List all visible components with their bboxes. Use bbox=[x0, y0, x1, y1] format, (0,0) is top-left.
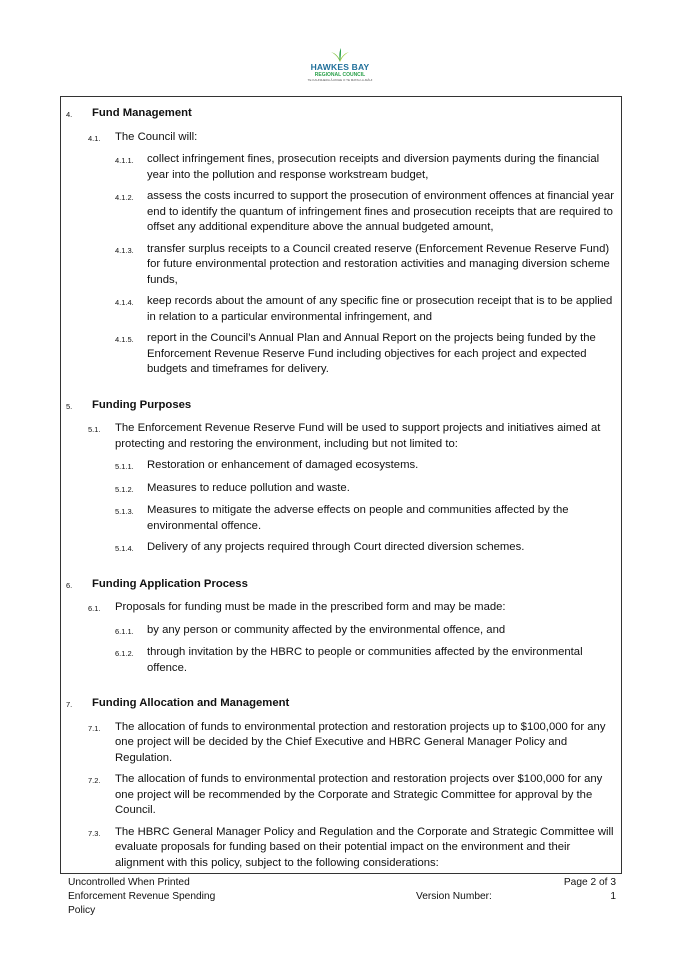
section-number: 7. bbox=[66, 700, 73, 709]
clause-text: The allocation of funds to environmental protection and restoration projects over $100,000 for any one project will be recommended by the Corporate and Strategic Committee for approval by the Council. bbox=[115, 773, 603, 816]
sub-clause-text: transfer surplus receipts to a Council created reserve (Enforcement Revenue Reserve Fund) for future environmental protection and restoration activities and managing diversion scheme funds, bbox=[147, 242, 610, 286]
clause bbox=[88, 825, 622, 872]
sub-clause-number: 6.1.1. bbox=[115, 626, 134, 636]
sub-clause-number: 5.1.4. bbox=[115, 544, 134, 553]
clause-number: 5.1. bbox=[88, 425, 101, 434]
clause-number: 7.1. bbox=[88, 723, 101, 733]
sub-clause-number: 5.1.3. bbox=[115, 507, 134, 516]
footer-uncontrolled: Uncontrolled When Printed bbox=[68, 877, 190, 888]
sub-clause-number: 4.1.3. bbox=[115, 245, 134, 255]
section-number: 6. bbox=[66, 580, 73, 590]
section-number: 4. bbox=[66, 110, 73, 119]
section-heading bbox=[66, 696, 622, 713]
section-title: Funding Purposes bbox=[92, 398, 192, 411]
section-title: Funding Application Process bbox=[92, 577, 248, 590]
sub-clause-number: 4.1.4. bbox=[115, 298, 134, 307]
sub-clause bbox=[115, 189, 622, 236]
clause-text: The Council will: bbox=[115, 130, 198, 143]
section-number: 5. bbox=[66, 401, 73, 411]
footer-page-number: Page 2 of 3 bbox=[563, 877, 616, 888]
section-heading bbox=[66, 398, 622, 415]
sub-clause-text: keep records about the amount of any specific fine or prosecution receipt that is to be applied in relation to a particular environmental infringement, and bbox=[147, 295, 613, 323]
sub-clause bbox=[115, 331, 622, 378]
sub-clause-text: through invitation by the HBRC to people or communities affected by the environmental offence. bbox=[147, 646, 583, 674]
sub-clause bbox=[115, 458, 622, 475]
sub-clause bbox=[115, 242, 622, 289]
hbrc-logo bbox=[300, 48, 380, 90]
sub-clause-text: Delivery of any projects required through Court directed diversion schemes. bbox=[147, 541, 525, 553]
sub-clause-text: report in the Council’s Annual Plan and Annual Report on the projects being funded by the Enforcement Revenue Reserve Fund including objectives for each project and expected budgets and timeframes for delivery. bbox=[147, 332, 596, 375]
sub-clause bbox=[115, 503, 622, 534]
footer-version-value: 1 bbox=[610, 891, 616, 902]
sub-clause-number: 4.1.1. bbox=[115, 156, 134, 165]
section-title: Funding Allocation and Management bbox=[92, 697, 290, 709]
page-footer bbox=[68, 876, 616, 918]
sub-clause bbox=[115, 481, 622, 498]
sub-clause bbox=[115, 623, 622, 640]
sub-clause bbox=[115, 152, 622, 183]
footer-version-label: Version Number: bbox=[416, 891, 492, 902]
section-title: Fund Management bbox=[92, 107, 192, 119]
clause-text: The allocation of funds to environmental protection and restoration projects up to $100,000 for any one project will be decided by the Chief Executive and HBRC General Manager Policy and Regulation. bbox=[115, 720, 606, 764]
clause-number: 6.1. bbox=[88, 604, 101, 613]
clause-number: 4.1. bbox=[88, 133, 101, 143]
logo-name: HAWKES BAY bbox=[310, 62, 370, 72]
logo-tagline: TE KAUNIHERA Ā-ROHE O TE MATAU-A-MĀUI bbox=[307, 78, 373, 82]
clause bbox=[88, 600, 622, 617]
sub-clause bbox=[115, 294, 622, 325]
leaf-icon bbox=[329, 48, 351, 62]
sub-clause-number: 6.1.2. bbox=[115, 649, 134, 658]
clause bbox=[88, 772, 622, 819]
sub-clause-text: Restoration or enhancement of damaged ecosystems. bbox=[147, 459, 419, 471]
sub-clause-text: Measures to reduce pollution and waste. bbox=[147, 481, 350, 494]
clause-number: 7.2. bbox=[88, 776, 101, 785]
section-spacer bbox=[60, 563, 622, 571]
clause-text: The HBRC General Manager Policy and Regulation and the Corporate and Strategic Committee will evaluate proposals for funding based on their potential impact on the environment and their alignment with this policy, subject to the following considerations: bbox=[115, 825, 614, 869]
footer-doc-title: Enforcement Revenue Spending bbox=[68, 891, 216, 902]
clause bbox=[88, 130, 622, 147]
sub-clause-text: by any person or community affected by the environmental offence, and bbox=[147, 623, 506, 636]
clause-text: The Enforcement Revenue Reserve Fund will be used to support projects and initiatives aimed at protecting and restoring the environment, including but not limited to: bbox=[115, 422, 601, 450]
clause bbox=[88, 720, 622, 767]
sub-clause-text: collect infringement fines, prosecution receipts and diversion payments during the financial year into the pollution and response workstream budget, bbox=[147, 153, 600, 181]
section-heading bbox=[66, 106, 622, 123]
section-heading bbox=[66, 577, 622, 594]
policy-content bbox=[60, 106, 622, 877]
sub-clause-number: 5.1.2. bbox=[115, 484, 134, 494]
sub-clause-text: Measures to mitigate the adverse effects on people and communities affected by the environmental offence. bbox=[147, 504, 569, 532]
sub-clause-number: 5.1.1. bbox=[115, 462, 134, 471]
sub-clause-number: 4.1.2. bbox=[115, 193, 134, 202]
clause bbox=[88, 421, 622, 452]
clause-number: 7.3. bbox=[88, 828, 101, 838]
sub-clause-text: assess the costs incurred to support the prosecution of environment offences at financial year end to identify the quantum of infringement fines and prosecution receipts that are required to offset any additional expenditure above the annual budgeted amount, bbox=[147, 190, 614, 233]
section-spacer bbox=[60, 384, 622, 392]
logo-subtitle: REGIONAL COUNCIL bbox=[314, 72, 366, 78]
sub-clause-number: 4.1.5. bbox=[115, 335, 134, 344]
clause-text: Proposals for funding must be made in the prescribed form and may be made: bbox=[115, 601, 506, 613]
section-spacer bbox=[60, 682, 622, 690]
sub-clause bbox=[115, 540, 622, 557]
sub-clause bbox=[115, 645, 622, 676]
footer-doc-title-cont: Policy bbox=[68, 905, 96, 916]
